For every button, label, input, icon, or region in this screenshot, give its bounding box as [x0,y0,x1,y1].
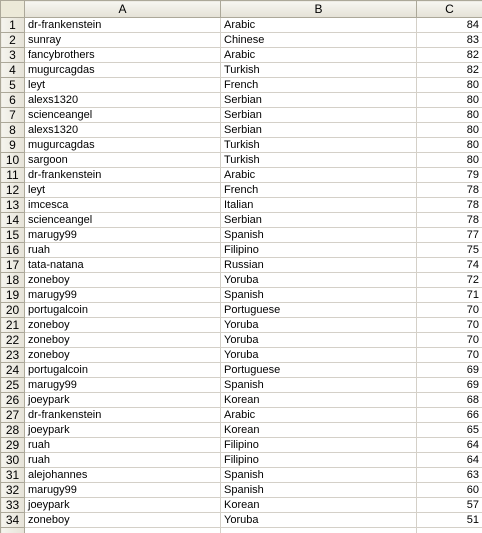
cell-b-language[interactable]: Yoruba [221,348,417,363]
cell-c-score[interactable]: 75 [417,243,482,258]
row-number[interactable]: 2 [1,33,25,48]
cell-b-language[interactable]: Filipino [221,453,417,468]
table-body [1,18,482,533]
cell-c-score[interactable]: 64 [417,453,482,468]
cell-a-username[interactable]: marugy99 [25,378,221,393]
table-row [1,93,482,108]
cell-c-score[interactable]: 83 [417,33,482,48]
cell-a-username[interactable]: alejohannes [25,468,221,483]
row-number[interactable]: 24 [1,363,25,378]
row-number[interactable]: 26 [1,393,25,408]
cell-a-username[interactable]: zoneboy [25,333,221,348]
table-row [1,468,482,483]
cell-c-score[interactable]: 60 [417,483,482,498]
empty-cell[interactable] [25,528,221,533]
cell-b-language[interactable]: Yoruba [221,318,417,333]
column-header-row [1,1,482,18]
cell-b-language[interactable]: French [221,183,417,198]
row-number[interactable]: 15 [1,228,25,243]
table-row [1,33,482,48]
cell-b-language[interactable]: Serbian [221,123,417,138]
row-number[interactable]: 22 [1,333,25,348]
cell-b-language[interactable]: Serbian [221,108,417,123]
cell-b-language[interactable]: Arabic [221,408,417,423]
cell-b-language[interactable]: Filipino [221,243,417,258]
table-row [1,123,482,138]
cell-c-score[interactable]: 80 [417,93,482,108]
table-row [1,243,482,258]
table-row [1,48,482,63]
empty-cell[interactable] [221,528,417,533]
cell-a-username[interactable]: portugalcoin [25,363,221,378]
row-number[interactable]: 20 [1,303,25,318]
cell-c-score[interactable]: 71 [417,288,482,303]
table-row [1,378,482,393]
table-row [1,183,482,198]
cell-a-username[interactable]: tata-natana [25,258,221,273]
cell-c-score[interactable]: 69 [417,363,482,378]
cell-b-language[interactable]: Italian [221,198,417,213]
table-row [1,63,482,78]
cell-a-username[interactable]: marugy99 [25,228,221,243]
cell-c-score[interactable]: 68 [417,393,482,408]
table-row [1,453,482,468]
cell-a-username[interactable]: joeypark [25,498,221,513]
table-row [1,348,482,363]
row-number[interactable]: 29 [1,438,25,453]
cell-c-score[interactable]: 66 [417,408,482,423]
cell-c-score[interactable]: 79 [417,168,482,183]
table-row [1,168,482,183]
table-row [1,513,482,528]
cell-a-username[interactable]: ruah [25,243,221,258]
table-row [1,483,482,498]
row-number[interactable]: 18 [1,273,25,288]
cell-a-username[interactable]: fancybrothers [25,48,221,63]
cell-a-username[interactable]: ruah [25,438,221,453]
cell-a-username[interactable]: zoneboy [25,318,221,333]
empty-row [1,528,482,533]
cell-a-username[interactable]: joeypark [25,423,221,438]
cell-b-language[interactable]: Arabic [221,48,417,63]
table-row [1,273,482,288]
column-header-c[interactable]: C [417,1,482,18]
cell-c-score[interactable]: 64 [417,438,482,453]
row-number[interactable]: 25 [1,378,25,393]
cell-a-username[interactable]: marugy99 [25,483,221,498]
cell-b-language[interactable]: Korean [221,498,417,513]
table-row [1,18,482,33]
cell-a-username[interactable]: alexs1320 [25,123,221,138]
select-all-corner[interactable] [1,1,25,18]
cell-b-language[interactable]: Korean [221,393,417,408]
cell-b-language[interactable]: Spanish [221,288,417,303]
cell-a-username[interactable]: leyt [25,78,221,93]
cell-c-score[interactable]: 57 [417,498,482,513]
row-number[interactable]: 30 [1,453,25,468]
cell-a-username[interactable]: imcesca [25,198,221,213]
cell-c-score[interactable]: 80 [417,123,482,138]
empty-cell[interactable] [417,528,482,533]
cell-b-language[interactable]: Turkish [221,138,417,153]
table-row [1,438,482,453]
table-row [1,318,482,333]
row-number[interactable]: 6 [1,93,25,108]
cell-a-username[interactable]: ruah [25,453,221,468]
cell-b-language[interactable]: Spanish [221,378,417,393]
cell-a-username[interactable]: mugurcagdas [25,63,221,78]
cell-b-language[interactable]: French [221,78,417,93]
cell-a-username[interactable]: scienceangel [25,108,221,123]
table-row [1,228,482,243]
cell-a-username[interactable]: joeypark [25,393,221,408]
cell-a-username[interactable]: dr-frankenstein [25,18,221,33]
cell-b-language[interactable]: Turkish [221,153,417,168]
row-number[interactable]: 23 [1,348,25,363]
row-number[interactable]: 27 [1,408,25,423]
cell-b-language[interactable]: Spanish [221,228,417,243]
cell-c-score[interactable]: 84 [417,18,482,33]
cell-c-score[interactable]: 70 [417,318,482,333]
cell-c-score[interactable]: 65 [417,423,482,438]
row-number[interactable]: 5 [1,78,25,93]
cell-c-score[interactable]: 70 [417,333,482,348]
cell-b-language[interactable]: Filipino [221,438,417,453]
row-number[interactable]: 17 [1,258,25,273]
cell-b-language[interactable]: Portuguese [221,363,417,378]
cell-c-score[interactable]: 80 [417,108,482,123]
table-row [1,303,482,318]
row-number[interactable]: 13 [1,198,25,213]
cell-c-score[interactable]: 69 [417,378,482,393]
cell-c-score[interactable]: 63 [417,468,482,483]
cell-c-score[interactable]: 82 [417,63,482,78]
table-row [1,498,482,513]
cell-b-language[interactable]: Serbian [221,213,417,228]
row-number[interactable]: 21 [1,318,25,333]
cell-b-language[interactable]: Spanish [221,483,417,498]
cell-c-score[interactable]: 70 [417,348,482,363]
table-row [1,408,482,423]
cell-c-score[interactable]: 78 [417,198,482,213]
row-number[interactable]: 28 [1,423,25,438]
row-number[interactable]: 10 [1,153,25,168]
table-row [1,333,482,348]
cell-c-score[interactable]: 80 [417,78,482,93]
table-row [1,108,482,123]
cell-c-score[interactable]: 74 [417,258,482,273]
row-number[interactable]: 11 [1,168,25,183]
cell-a-username[interactable]: dr-frankenstein [25,408,221,423]
cell-b-language[interactable]: Yoruba [221,513,417,528]
table-row [1,423,482,438]
cell-b-language[interactable]: Yoruba [221,333,417,348]
row-number[interactable]: 12 [1,183,25,198]
row-number[interactable]: 31 [1,468,25,483]
row-number[interactable]: 19 [1,288,25,303]
table-row [1,213,482,228]
table-row [1,78,482,93]
table-row [1,288,482,303]
cell-a-username[interactable]: zoneboy [25,513,221,528]
table-row [1,363,482,378]
cell-a-username[interactable]: mugurcagdas [25,138,221,153]
row-number[interactable]: 1 [1,18,25,33]
cell-a-username[interactable]: zoneboy [25,348,221,363]
cell-a-username[interactable]: sunray [25,33,221,48]
cell-a-username[interactable]: zoneboy [25,273,221,288]
cell-b-language[interactable]: Chinese [221,33,417,48]
cell-a-username[interactable]: scienceangel [25,213,221,228]
cell-c-score[interactable]: 70 [417,303,482,318]
table-row [1,198,482,213]
cell-a-username[interactable]: alexs1320 [25,93,221,108]
cell-a-username[interactable]: portugalcoin [25,303,221,318]
cell-b-language[interactable]: Korean [221,423,417,438]
row-number[interactable]: 9 [1,138,25,153]
cell-a-username[interactable]: dr-frankenstein [25,168,221,183]
row-number[interactable]: 3 [1,48,25,63]
cell-b-language[interactable]: Portuguese [221,303,417,318]
row-number[interactable]: 7 [1,108,25,123]
row-number[interactable]: 16 [1,243,25,258]
cell-c-score[interactable]: 80 [417,153,482,168]
empty-cell[interactable] [1,528,25,533]
row-number[interactable]: 14 [1,213,25,228]
row-number[interactable]: 8 [1,123,25,138]
cell-a-username[interactable]: sargoon [25,153,221,168]
cell-a-username[interactable]: marugy99 [25,288,221,303]
cell-c-score[interactable]: 82 [417,48,482,63]
cell-b-language[interactable]: Russian [221,258,417,273]
table-row [1,153,482,168]
cell-b-language[interactable]: Turkish [221,63,417,78]
cell-c-score[interactable]: 77 [417,228,482,243]
column-header-b[interactable]: B [221,1,417,18]
cell-b-language[interactable]: Yoruba [221,273,417,288]
cell-c-score[interactable]: 78 [417,213,482,228]
cell-b-language[interactable]: Arabic [221,168,417,183]
cell-a-username[interactable]: leyt [25,183,221,198]
table-row [1,393,482,408]
cell-c-score[interactable]: 78 [417,183,482,198]
table-row [1,138,482,153]
cell-b-language[interactable]: Spanish [221,468,417,483]
cell-b-language[interactable]: Serbian [221,93,417,108]
cell-b-language[interactable]: Arabic [221,18,417,33]
row-number[interactable]: 32 [1,483,25,498]
column-header-a[interactable]: A [25,1,221,18]
cell-c-score[interactable]: 80 [417,138,482,153]
row-number[interactable]: 33 [1,498,25,513]
cell-c-score[interactable]: 72 [417,273,482,288]
row-number[interactable]: 4 [1,63,25,78]
row-number[interactable]: 34 [1,513,25,528]
cell-c-score[interactable]: 51 [417,513,482,528]
table-row [1,258,482,273]
